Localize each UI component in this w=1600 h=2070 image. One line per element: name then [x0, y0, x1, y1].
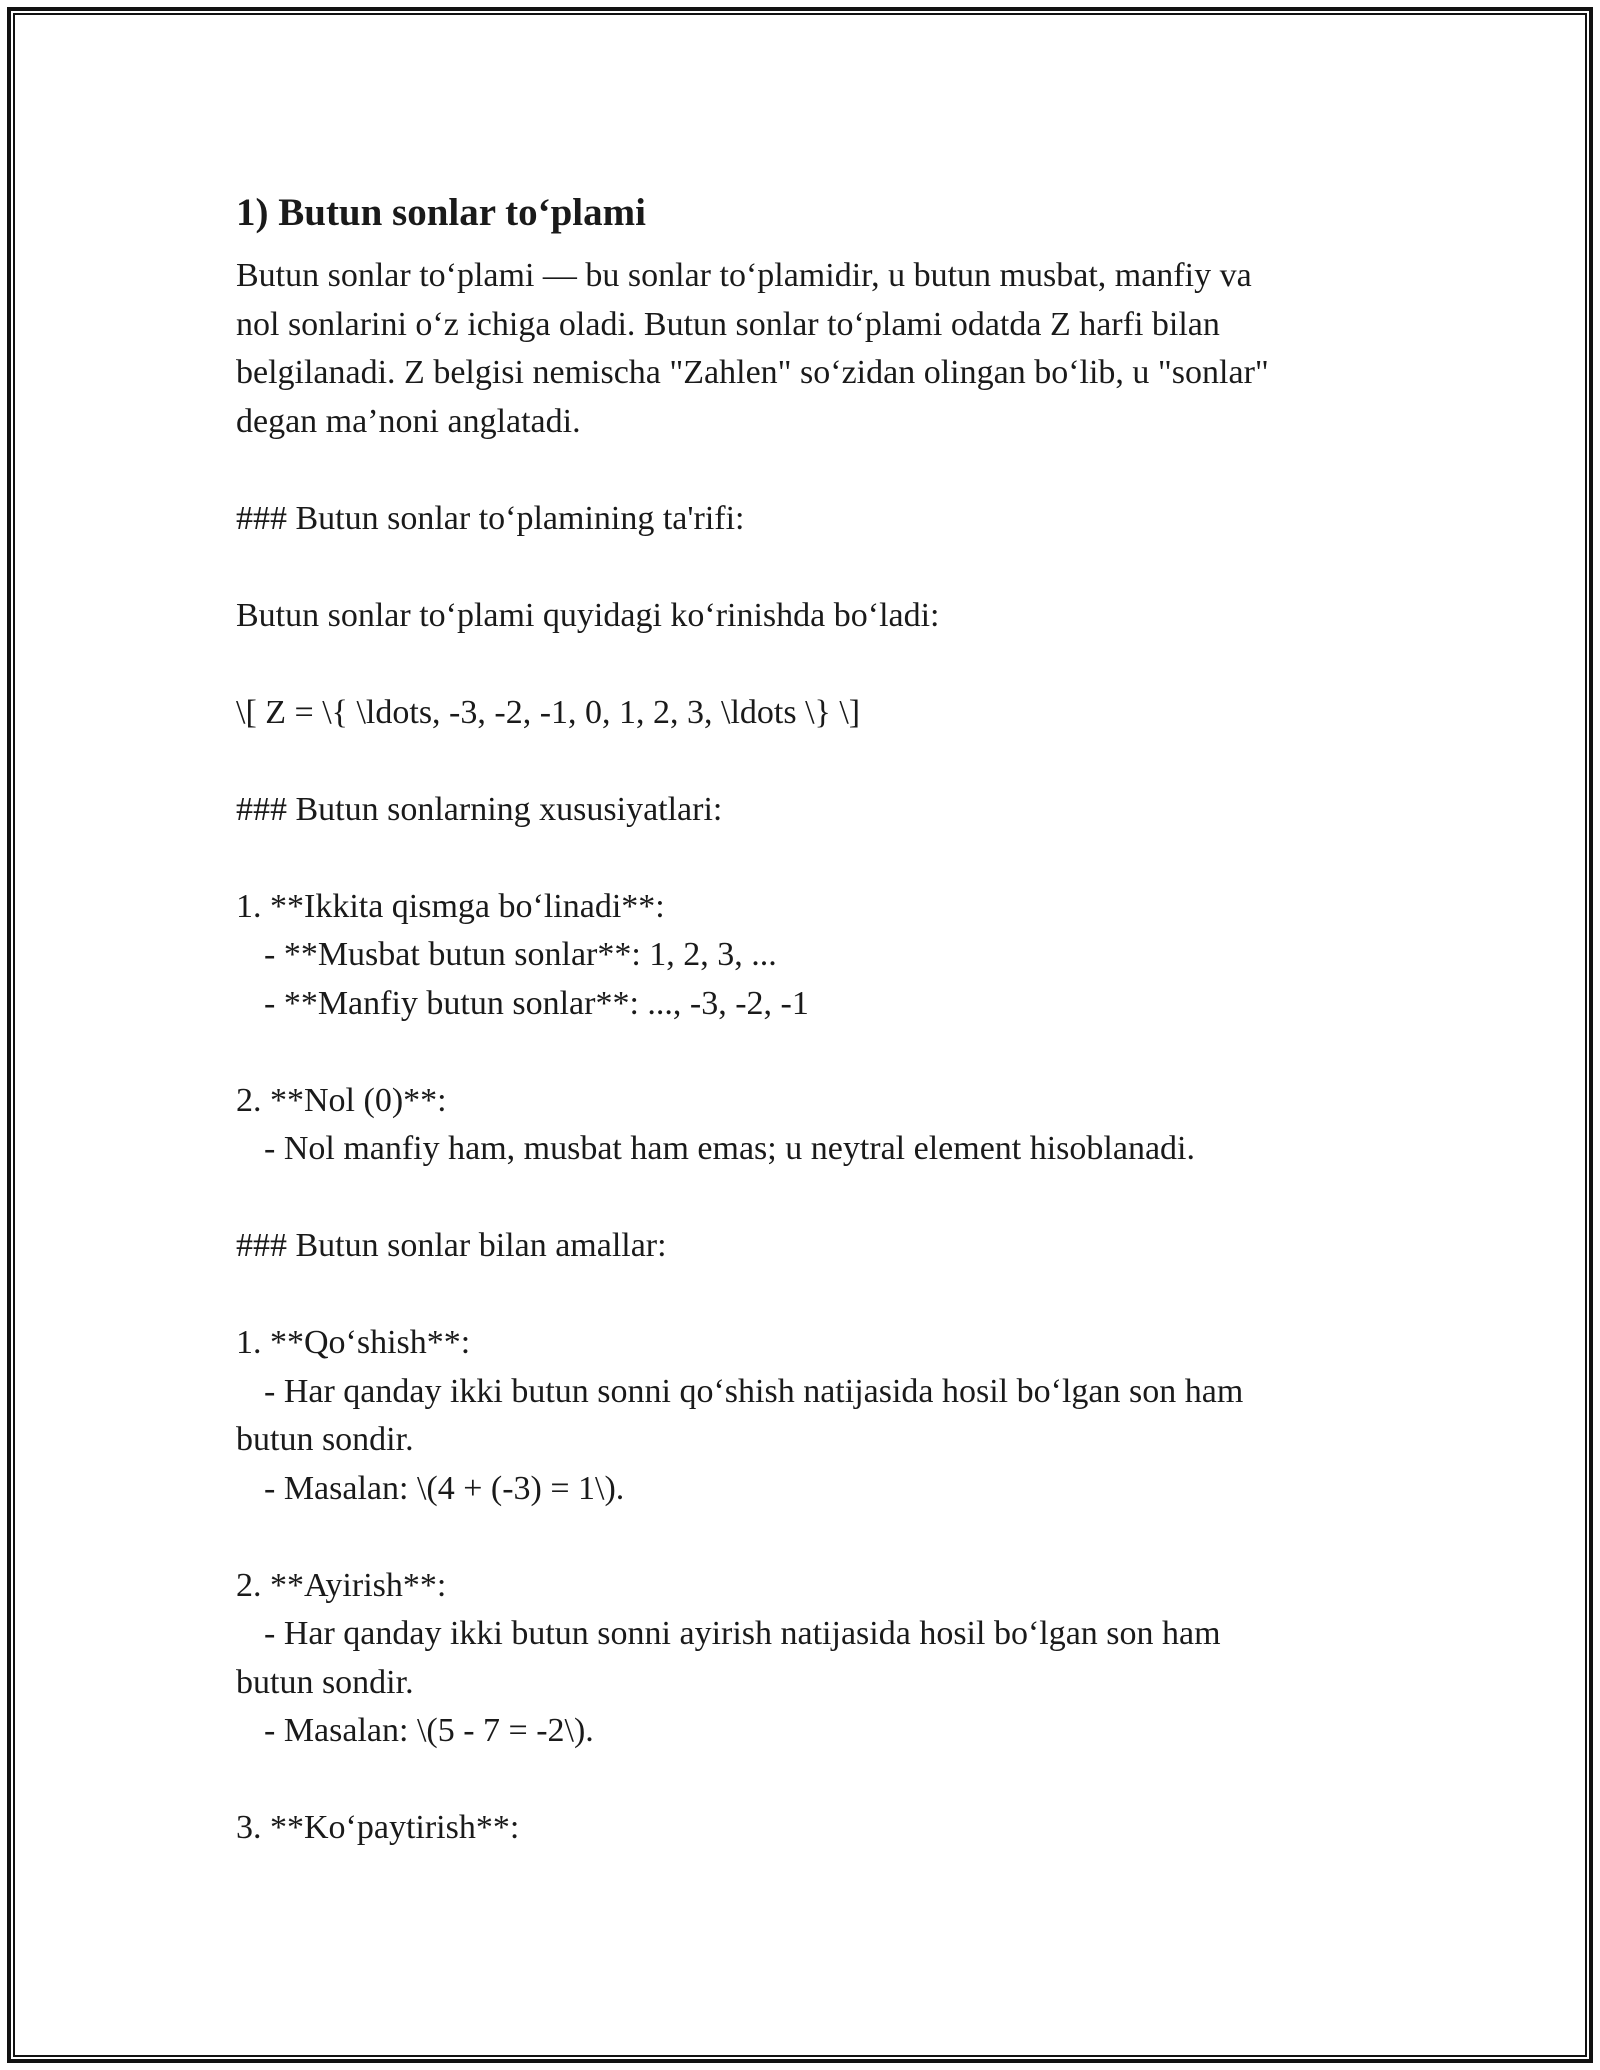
operation-2-title: 2. **Ayirish**:	[236, 1566, 447, 1604]
spacer	[236, 1271, 1366, 1320]
formula-line: \[ Z = \{ \ldots, -3, -2, -1, 0, 1, 2, 3, \ldots \} \]	[236, 693, 861, 731]
spacer	[236, 1028, 1366, 1077]
list-item-continuation: butun sondir.	[236, 1663, 414, 1701]
list-item: - **Manfiy butun sonlar**: ..., -3, -2, -1	[264, 984, 809, 1022]
heading-properties: ### Butun sonlarning xususiyatlari:	[236, 790, 723, 828]
intro-line: degan ma’noni anglatadi.	[236, 402, 581, 440]
intro-line: belgilanadi. Z belgisi nemischa "Zahlen" so‘zidan olingan bo‘lib, u "sonlar"	[236, 354, 1269, 391]
intro-line: Butun sonlar to‘plami — bu sonlar to‘plamidir, u butun musbat, manfiy va	[236, 257, 1252, 294]
example-line: - Masalan: \(4 + (-3) = 1\).	[264, 1469, 625, 1507]
list-item: - Nol manfiy ham, musbat ham emas; u neytral element hisoblanadi.	[264, 1130, 1195, 1167]
intro-line: nol sonlarini o‘z ichiga oladi. Butun sonlar to‘plami odatda Z harfi bilan	[236, 305, 1220, 343]
spacer	[236, 1756, 1366, 1805]
operation-3-title: 3. **Ko‘paytirish**:	[236, 1809, 520, 1846]
spacer	[236, 640, 1366, 689]
list-item-continuation: butun sondir.	[236, 1421, 414, 1458]
list-item: - Har qanday ikki butun sonni ayirish natijasida hosil bo‘lgan son ham	[264, 1615, 1221, 1652]
heading-operations: ### Butun sonlar bilan amallar:	[236, 1227, 667, 1264]
spacer	[236, 446, 1366, 495]
example-line: - Masalan: \(5 - 7 = -2\).	[264, 1712, 594, 1749]
spacer	[236, 737, 1366, 786]
intro-paragraph	[236, 252, 1366, 446]
spacer	[236, 1174, 1366, 1223]
definition-text: Butun sonlar to‘plami quyidagi ko‘rinishda bo‘ladi:	[236, 596, 940, 634]
spacer	[236, 834, 1366, 883]
spacer	[236, 1513, 1366, 1562]
property-2-title: 2. **Nol (0)**:	[236, 1081, 447, 1119]
document-body	[236, 186, 1366, 1853]
property-1-title: 1. **Ikkita qismga bo‘linadi**:	[236, 887, 665, 925]
heading-definition: ### Butun sonlar to‘plamining ta'rifi:	[236, 499, 745, 537]
spacer	[236, 543, 1366, 592]
operation-1-title: 1. **Qo‘shish**:	[236, 1324, 471, 1361]
list-item: - Har qanday ikki butun sonni qo‘shish natijasida hosil bo‘lgan son ham	[264, 1372, 1244, 1410]
page-title: 1) Butun sonlar to‘plami	[236, 191, 646, 234]
list-item: - **Musbat butun sonlar**: 1, 2, 3, ...	[264, 936, 777, 973]
